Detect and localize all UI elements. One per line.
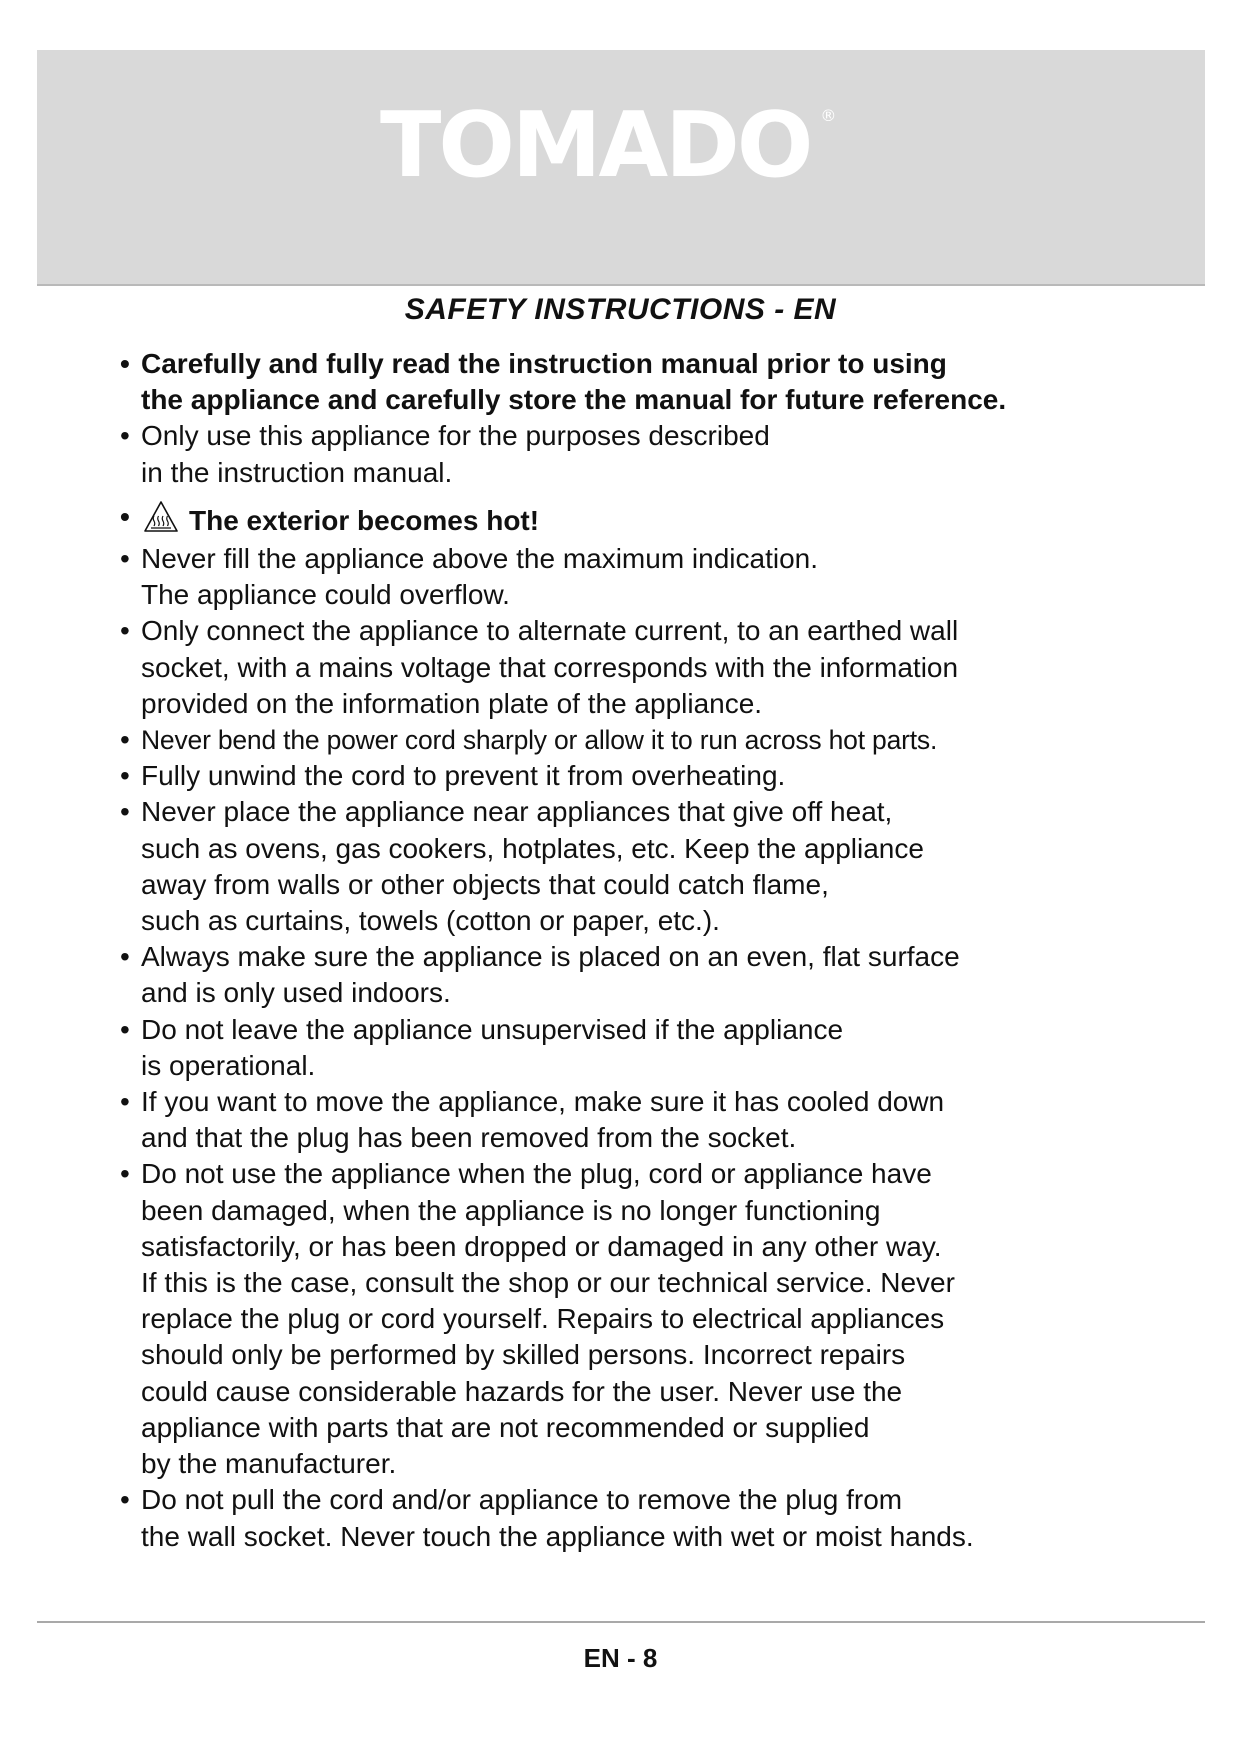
list-item [120,1482,1140,1554]
list-item-text: Only connect the appliance to alternate current, to an earthed wall socket, with a mains voltage that corresponds with the information provided on the information plate of the appliance. [141,615,959,719]
list-item-text: Always make sure the appliance is placed on an even, flat surface and is only used indoors. [141,941,960,1009]
list-item [120,346,1140,418]
list-item [120,722,1140,758]
bullet: • [120,543,130,575]
hot-surface-warning-icon [143,499,179,535]
footer-divider [37,1621,1205,1623]
bullet: • [120,500,130,532]
page-number: EN - 8 [583,1643,658,1673]
list-item [120,939,1140,1011]
bullet: • [120,941,130,973]
bullet: • [120,1013,130,1045]
list-item [120,758,1140,794]
list-item [120,794,1140,939]
list-item [120,1156,1140,1482]
list-item [120,541,1140,613]
bullet: • [120,615,130,647]
list-item-text: Do not pull the cord and/or appliance to remove the plug from the wall socket. Never touch the appliance with wet or moist hands. [141,1484,974,1552]
list-item-text: Do not use the appliance when the plug, cord or appliance have been damaged, when the appliance is no longer functioning satisfactorily, or has been dropped or damaged in any other way. If this is the case, consult the shop or our technical service. Never replace the plug or cord yourself. Repairs to electrical appliances should only be performed by skilled persons. Incorrect repairs could cause considerable hazards for the user. Never use the appliance with parts that are not recommended or supplied by the manufacturer. [141,1158,955,1480]
registered-mark: ® [820,106,837,125]
list-item-hot-warning [120,499,1140,539]
list-item [120,418,1140,490]
brand-logo [380,93,850,198]
bullet: • [120,760,130,792]
list-item-text: Carefully and fully read the instruction manual prior to using the appliance and carefully store the manual for future reference. [141,348,1007,416]
list-item-text: Never fill the appliance above the maximum indication. The appliance could overflow. [141,543,819,611]
list-item-text: Fully unwind the cord to prevent it from overheating. [141,760,786,792]
bullet: • [120,1086,130,1118]
list-item-text: If you want to move the appliance, make sure it has cooled down and that the plug has been removed from the socket. [141,1086,945,1154]
safety-instructions-list [120,346,1140,1555]
logo-text: TOMADO [380,93,811,198]
list-item [120,1012,1140,1084]
bullet: • [120,1484,130,1516]
list-item-text: Only use this appliance for the purposes described in the instruction manual. [141,420,770,488]
bullet: • [120,420,130,452]
list-item-text: Never place the appliance near appliances that give off heat, such as ovens, gas cookers, hotplates, etc. Keep the appliance away from walls or other objects that could catch flame, such as curtains, towels (cotton or paper, etc.). [141,796,924,937]
list-item-text: Do not leave the appliance unsupervised if the appliance is operational. [141,1013,844,1081]
list-item [120,1084,1140,1156]
list-item [120,613,1140,722]
page-title: SAFETY INSTRUCTIONS - EN [404,293,837,326]
bullet: • [120,796,130,828]
hot-warning-text: The exterior becomes hot! [189,504,540,536]
bullet: • [120,1158,130,1190]
bullet: • [120,724,130,756]
list-item-text: Never bend the power cord sharply or allow it to run across hot parts. [141,725,938,756]
bullet: • [120,348,130,379]
